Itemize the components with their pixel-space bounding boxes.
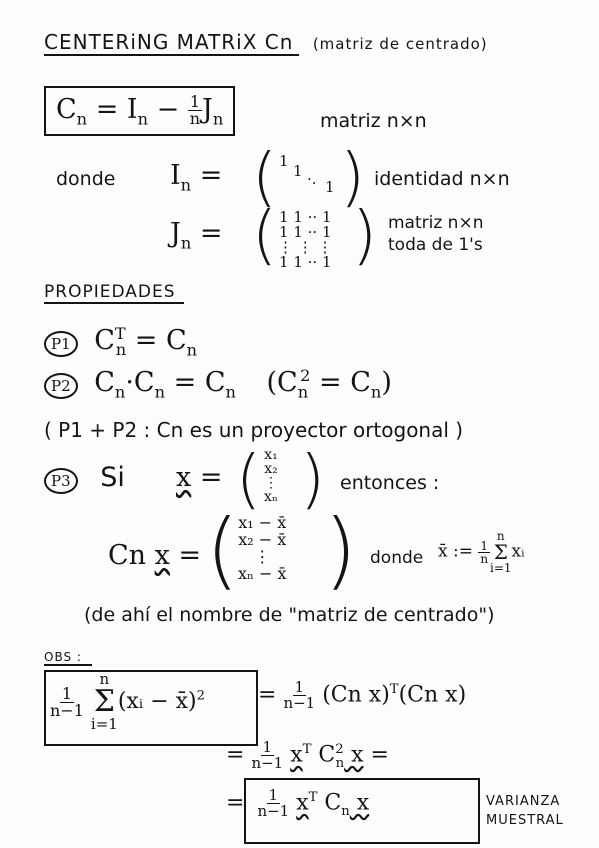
i-sub: n: [180, 175, 192, 195]
p3-si: Si: [100, 462, 125, 493]
diag-dots: ·.: [307, 170, 317, 188]
mean-frac-num: 1: [480, 538, 489, 553]
p3-vn: xₙ: [264, 489, 278, 505]
eq1-frac-num: 1: [61, 683, 73, 703]
ones-row-2: 1 1 ·· 1: [279, 223, 332, 241]
i-symbol: I: [170, 160, 181, 191]
mean-sum-top: n: [496, 529, 505, 543]
p2-paren-eq: = C: [310, 367, 371, 398]
property-p2: [44, 366, 392, 401]
p2-c2: ·C: [125, 367, 155, 398]
p1-sup: T: [114, 324, 126, 343]
ones-lhs: [170, 218, 222, 252]
eq1-rhs2: (Cn x): [398, 682, 467, 708]
eq1-eq: =: [258, 682, 284, 708]
title-subtitle: (matriz de centrado): [312, 35, 488, 53]
p3-paren-left: (: [236, 443, 261, 517]
p1-lhs: C: [94, 325, 115, 356]
eq3-frac-num: 1: [268, 786, 279, 804]
ones-row-1: 1 1 ·· 1: [279, 208, 332, 226]
p3-v1: x₁: [264, 447, 278, 463]
eq2-eq: =: [226, 742, 252, 768]
p2-paren-open: (C: [266, 367, 298, 398]
property-p3-label: [44, 462, 125, 494]
cn-sub: n: [76, 109, 88, 129]
frac-den: n: [189, 109, 201, 128]
ones-note-1: matriz n×n: [388, 213, 484, 233]
definition-note: matriz n×n: [320, 110, 427, 132]
identity-paren-left: (: [252, 141, 277, 215]
p3-eq: =: [191, 462, 223, 493]
p3-paren-right: ): [300, 443, 325, 517]
j-sub-2: n: [180, 233, 192, 253]
eq2-frac: [251, 740, 283, 771]
cn-symbol: C: [56, 94, 77, 125]
cnx-rn: xₙ − x̄: [238, 564, 287, 583]
eq3-frac: [257, 788, 289, 819]
p2-ps2: n: [370, 382, 382, 402]
sample-variance-label: [486, 792, 564, 830]
eq1-frac2-den: n−1: [283, 694, 316, 712]
p2-psup: 2: [300, 366, 311, 385]
eq3-x: x: [296, 790, 309, 816]
eq2-n: n: [335, 755, 345, 771]
p2-c3: = C: [165, 367, 226, 398]
eq1-frac2-num: 1: [294, 678, 305, 696]
p2-s2: n: [154, 382, 166, 402]
eq1-frac-den: n−1: [50, 700, 84, 720]
eq1-frac: [50, 683, 84, 720]
j-symbol: J: [202, 94, 213, 125]
eq1-term: (xᵢ − x̄): [117, 689, 197, 714]
definition-box: [44, 86, 235, 136]
ones-row-4: 1 1 ·· 1: [279, 253, 332, 271]
mean-definition: [438, 530, 525, 574]
cnx-donde: donde: [370, 548, 424, 568]
eq1-sum-sym: Σ: [93, 684, 115, 719]
mean-xbar: x̄: [438, 541, 448, 562]
p3-v2: x₂: [264, 461, 278, 477]
cnx-lhs: [108, 540, 201, 571]
cnx-x: x: [154, 540, 170, 571]
eq1-frac2: [283, 680, 315, 711]
ones-paren-right: ): [352, 199, 377, 273]
cnx-cn: Cn: [108, 540, 147, 571]
p3-tag: P3: [44, 468, 78, 494]
p3-vd: ⋮: [264, 475, 278, 491]
eq1-sum: [91, 672, 118, 732]
identity-matrix: [277, 152, 345, 196]
properties-header: [44, 282, 184, 302]
name-origin-remark: (de ahí el nombre de "matriz de centrado"): [84, 604, 495, 626]
p1-tag: P1: [44, 331, 78, 357]
varianza-1: VARIANZA: [486, 794, 561, 809]
eq2-x2: x: [344, 742, 364, 768]
eq3-eq: =: [226, 790, 252, 816]
in-sub: n: [137, 109, 149, 129]
p1-sub: n: [115, 340, 127, 360]
eq1-rhs: (Cn x): [322, 682, 390, 708]
p3-vector: [264, 448, 278, 504]
p1-rhs-sub: n: [186, 340, 198, 360]
p2-tag: P2: [44, 373, 78, 399]
ones-row-3: ⋮ ⋮ ⋮: [278, 238, 333, 256]
cnx-eq: =: [169, 540, 202, 571]
eq-sign: =: [191, 160, 223, 191]
equation-line-1: [50, 672, 205, 732]
identity-note: identidad n×n: [374, 168, 510, 190]
equation-line-2: [226, 740, 389, 771]
p3-x: x: [176, 462, 192, 493]
p3-x-lhs: [176, 462, 222, 493]
mean-sum-sym: Σ: [493, 540, 508, 564]
ones-paren-left: (: [252, 199, 277, 273]
p2-s1: n: [114, 382, 126, 402]
diag-1: 1: [279, 152, 289, 170]
identity-lhs: [170, 160, 222, 194]
frac-num: 1: [189, 92, 200, 111]
eq3-n: n: [341, 803, 350, 819]
eq-sign-2: =: [191, 218, 223, 249]
p2-paren-close: ): [381, 367, 392, 398]
eq3-frac-den: n−1: [257, 802, 290, 820]
donde-label: donde: [56, 168, 116, 190]
j-sub: n: [212, 109, 224, 129]
projector-remark: ( P1 + P2 : Cn es un proyector ortogonal ): [44, 418, 464, 442]
minus: −: [148, 94, 188, 125]
equation-line-3: [226, 788, 369, 819]
mean-sum-bot: i=1: [490, 561, 512, 575]
varianza-2: MUESTRAL: [486, 813, 564, 828]
diag-2: 1: [293, 162, 303, 180]
j-symbol-2: J: [170, 218, 181, 249]
eq2-t: T: [302, 742, 312, 758]
obs-label: [44, 650, 92, 664]
eq3-c: C: [317, 790, 342, 816]
mean-frac: [478, 540, 490, 565]
eq-in: = I: [87, 94, 138, 125]
ones-note-2: toda de 1's: [388, 235, 483, 255]
p2-c1: C: [94, 367, 115, 398]
title-text: CENTERiNG MATRiX Cn: [44, 30, 299, 56]
cnx-paren-right: ): [324, 501, 357, 599]
mean-def: :=: [447, 541, 479, 562]
eq2-frac-den: n−1: [251, 754, 284, 772]
eq2-tail: =: [363, 742, 389, 768]
cnx-vector: [238, 514, 287, 582]
obs-text: OBS :: [44, 650, 92, 666]
mean-sum: [490, 530, 512, 574]
mean-frac-den: n: [480, 551, 489, 566]
eq1-sq: 2: [196, 688, 206, 704]
mean-xi: xᵢ: [511, 541, 525, 562]
eq2-x: x: [290, 742, 303, 768]
eq3-x2: x: [349, 790, 370, 816]
eq1-sum-bot: i=1: [90, 715, 118, 733]
ones-matrix: [278, 210, 333, 270]
fraction-1-over-n: [188, 94, 202, 127]
p2-s3: n: [225, 382, 236, 402]
equation-line-1-rhs: [258, 680, 466, 711]
properties-header-text: PROPIEDADES: [44, 282, 184, 304]
p1-rhs: = C: [126, 325, 187, 356]
cnx-rd: ⋮: [254, 547, 271, 566]
p2-ps: n: [297, 382, 309, 402]
eq1-sum-top: n: [99, 670, 110, 688]
diag-n: 1: [325, 178, 335, 196]
eq3-t: T: [308, 790, 318, 806]
identity-paren-right: ): [340, 141, 365, 215]
cnx-paren-left: (: [206, 501, 239, 599]
ones-note: [388, 212, 483, 256]
cnx-r2: x₂ − x̄: [238, 530, 287, 549]
eq2-c: C: [311, 742, 336, 768]
eq1-t: T: [389, 682, 399, 698]
eq2-frac-num: 1: [262, 738, 273, 756]
eq2-sq: 2: [335, 742, 344, 758]
property-p1: [44, 324, 197, 359]
page-title: [44, 30, 488, 54]
p3-entonces: entonces :: [340, 472, 440, 494]
cnx-r1: x₁ − x̄: [238, 513, 287, 532]
